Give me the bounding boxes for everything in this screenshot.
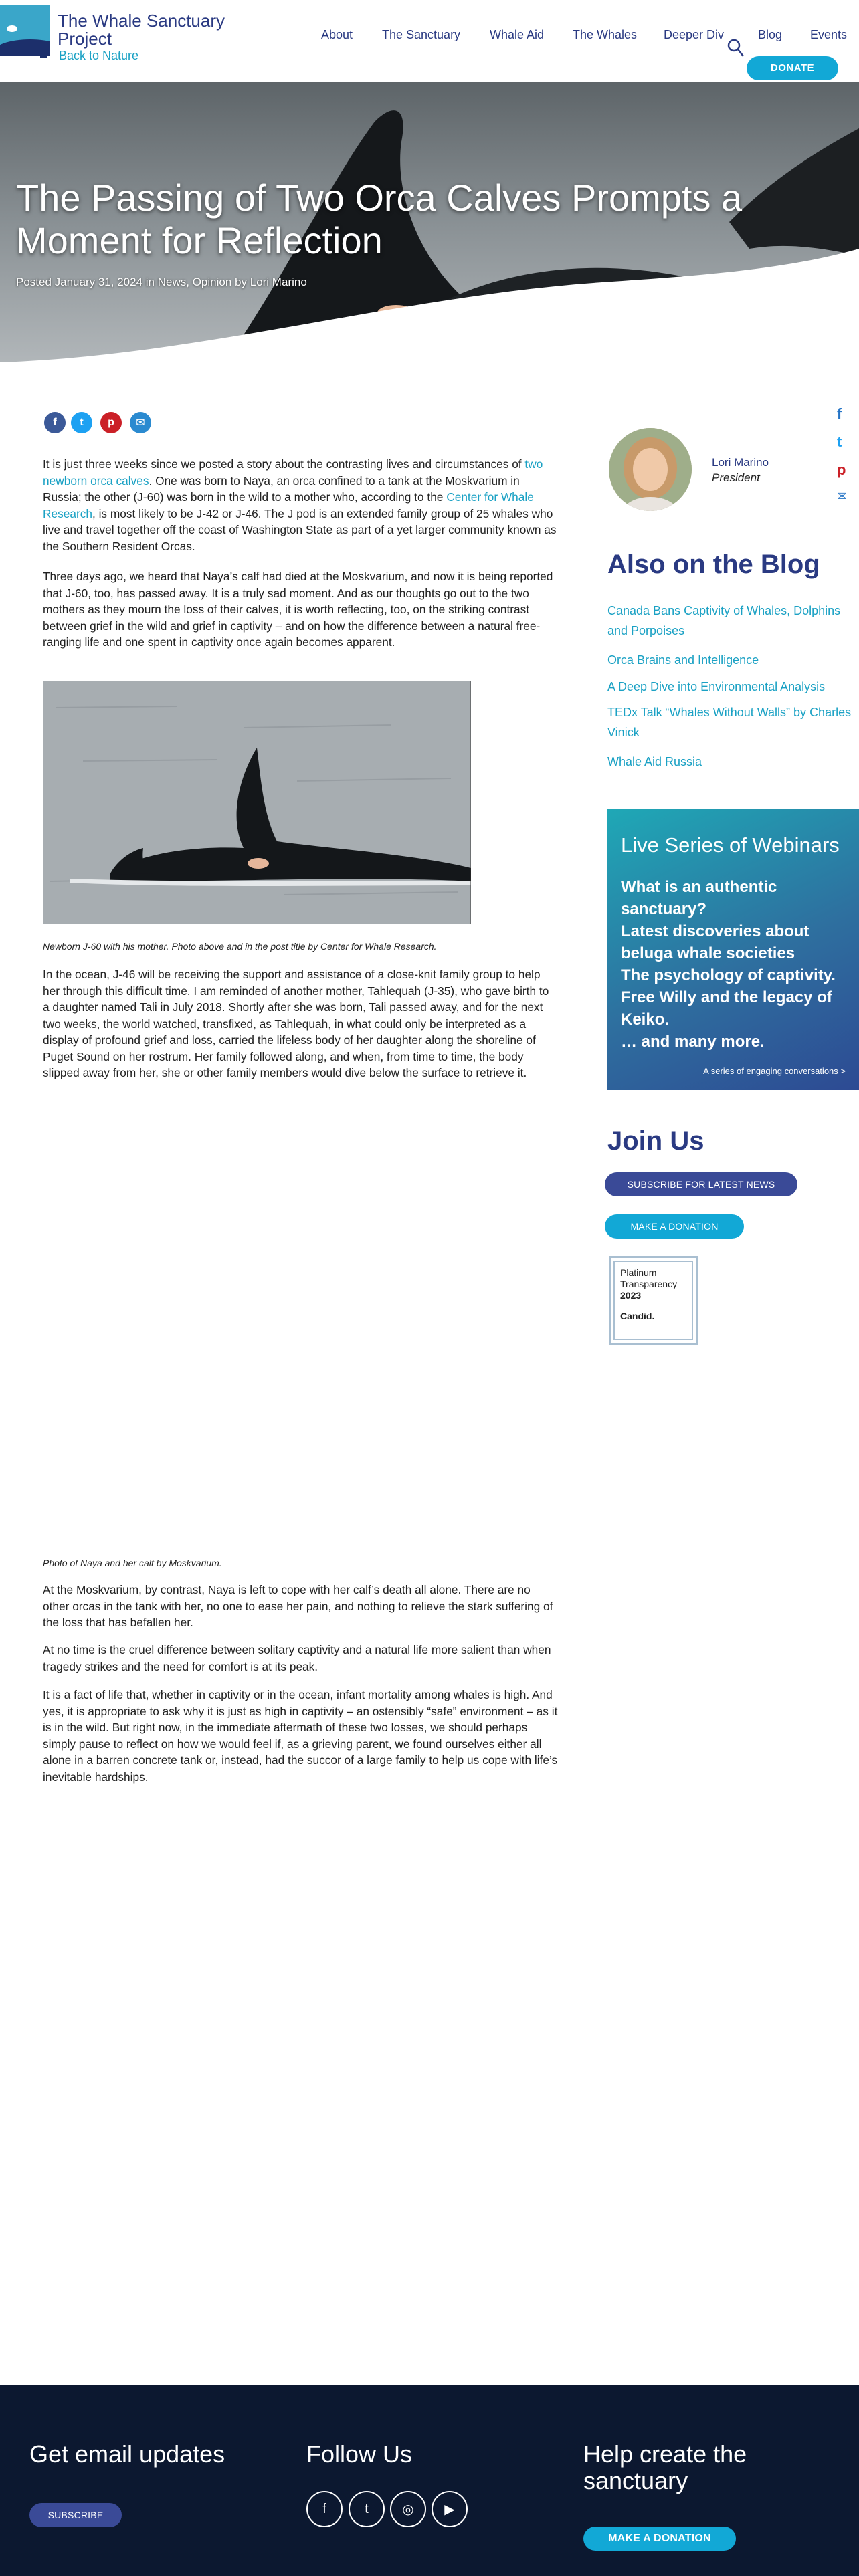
article-paragraph: Three days ago, we heard that Naya’s calf had died at the Moskvarium, and now it is being reported that J-60, too, has passed away. It is a truly sad moment. And as our thoughts go out to the two mothers as they mourn the loss of their calves, it is worth reflecting, too, on the striking contrast between grief in the wild and grief in captivity – and on how the difference between a natural free-ranging life and one spent in captivity once again becomes apparent. [43,570,553,649]
footer-twitter-icon[interactable]: t [349,2491,385,2527]
blog-link[interactable]: TEDx Talk “Whales Without Walls” by Charles Vinick [607,706,852,739]
share-email-icon[interactable]: ✉ [130,412,151,433]
footer-follow-heading: Follow Us [306,2440,413,2468]
footer-help-heading: Help create the sanctuary [583,2440,747,2494]
nav-events[interactable]: Events [810,28,848,41]
candid-line1: Platinum [620,1267,657,1278]
candid-line2: Transparency [620,1279,678,1289]
share-twitter-icon[interactable]: t [71,412,92,433]
search-icon[interactable] [727,39,745,58]
nav-the-sanctuary[interactable]: The Sanctuary [382,28,461,41]
webinar-topic: The psychology of captivity. [621,966,836,984]
author-role: President [712,471,760,484]
footer-facebook-icon[interactable]: f [306,2491,343,2527]
photo-caption: Photo of Naya and her calf by Moskvarium. [43,1558,222,1568]
also-on-blog-heading: Also on the Blog [607,550,820,579]
nav-about[interactable]: About [321,28,353,41]
link-two-newborn-orca-calves[interactable]: two newborn orca calves [43,457,543,488]
candid-brand: Candid. [620,1311,655,1321]
post-categories[interactable]: News, Opinion [157,276,232,288]
post-meta-by: by [235,276,247,288]
site-header [0,0,859,82]
blog-link[interactable]: A Deep Dive into Environmental Analysis [607,680,826,693]
webinar-topics [621,876,848,1053]
logo-whale-icon [7,25,17,32]
candid-seal[interactable] [609,1256,698,1345]
blog-link[interactable]: Orca Brains and Intelligence [607,653,759,667]
article-paragraph: At no time is the cruel difference between solitary captivity and a natural life more salient than when tragedy strikes and the need for comfort is at its peak. [43,1643,551,1673]
webinar-topic: Latest discoveries about beluga whale societies [621,922,809,962]
photo-caption: Newborn J-60 with his mother. Photo above and in the post title by Center for Whale Research. [43,941,437,952]
orca-photo [43,681,471,924]
post-meta [16,276,307,289]
footer-instagram-icon[interactable]: ◎ [390,2491,426,2527]
webinar-footer-link[interactable]: A series of engaging conversations > [703,1066,846,1076]
nav-blog[interactable]: Blog [758,28,783,41]
site-logo[interactable] [0,5,50,56]
author-name[interactable]: Lori Marino [712,456,769,469]
brand-tagline: Back to Nature [59,49,139,62]
nav-the-whales[interactable]: The Whales [573,28,638,41]
candid-year: 2023 [620,1290,642,1301]
article-paragraph: At the Moskvarium, by contrast, Naya is left to cope with her calf’s death all alone. There are no other orcas in the tank with her, no one to ease her pain, and nothing to relieve the stark suffering of the loss that has befallen her. [43,1583,553,1629]
footer-subscribe-button[interactable]: SUBSCRIBE [29,2503,122,2527]
blog-link[interactable]: Whale Aid Russia [607,755,702,768]
author-portrait [609,428,692,511]
make-donation-button[interactable]: MAKE A DONATION [605,1214,744,1239]
blog-link[interactable]: Canada Bans Captivity of Whales, Dolphins and Porpoises [607,604,841,637]
page-title: The Passing of Two Orca Calves Prompts a Moment for Reflection [16,177,743,261]
article-paragraph: In the ocean, J-46 will be receiving the support and assistance of a close-knit family group to help her through this difficult time. I am reminded of another mother, Tahlequah (J-35), who gave birth to a daughter named Tali in July 2018. Shortly after she was born, Tali passed away, and for the next two weeks, the world watched, transfixed, as Tahlequah, in what could only be interpreted as a display of profound grief and loss, carried the lifeless body of her daughter along the shoreline of Puget Sound on her rostrum. Her family followed along, and when, from time to time, the body slipped away from her, she or other family members would dive below the surface to retrieve it. [43,968,549,1079]
floating-facebook-icon[interactable]: f [837,405,842,422]
brand-title[interactable]: The Whale Sanctuary Project [58,11,225,49]
webinar-topic: What is an authentic sanctuary? [621,878,777,918]
share-pinterest-icon[interactable]: p [100,412,122,433]
join-us-heading: Join Us [607,1126,704,1156]
footer-email-heading: Get email updates [29,2440,225,2468]
webinar-topic: … and many more. [621,1033,765,1051]
subscribe-news-button[interactable]: SUBSCRIBE FOR LATEST NEWS [605,1172,797,1196]
hero-banner [0,82,859,369]
post-meta-in: in [145,276,155,288]
floating-email-icon[interactable]: ✉ [837,490,848,503]
donate-button[interactable]: DONATE [747,56,838,80]
link-center-for-whale-research[interactable]: Center for Whale Research [43,490,534,520]
footer-donation-button[interactable]: MAKE A DONATION [583,2527,736,2551]
post-date: Posted January 31, 2024 [16,276,143,288]
nav-deeper-dive[interactable]: Deeper Div [664,28,725,41]
footer-youtube-icon[interactable]: ▶ [432,2491,468,2527]
post-author-link[interactable]: Lori Marino [250,276,307,288]
author-avatar[interactable] [609,428,692,511]
webinar-topic: Free Willy and the legacy of Keiko. [621,988,832,1029]
webinar-promo-card[interactable] [607,809,859,1090]
webinar-title: Live Series of Webinars [621,833,840,857]
logo-mark [40,56,47,58]
nav-whale-aid[interactable]: Whale Aid [490,28,545,41]
article-paragraph: It is a fact of life that, whether in captivity or in the ocean, infant mortality among whales is high. And yes, it is appropriate to ask why it is just as high in captivity – an ostensibly “safe” environment – as it is in the wild. But right now, in the immediate aftermath of these two losses, we should perhaps simply pause to reflect on how we would feel if, as a grieving parent, we found ourselves either all alone in a barren concrete tank or, instead, had the succor of a large family to help us cope with life’s inevitable hardships. [43,1688,558,1784]
logo-tail-icon [0,39,50,56]
naya-photo-placeholder [43,1123,471,1551]
floating-pinterest-icon[interactable]: p [837,461,846,478]
share-facebook-icon[interactable]: f [44,412,66,433]
floating-twitter-icon[interactable]: t [837,433,842,450]
article-paragraph: It is just three weeks since we posted a story about the contrasting lives and circumstances of two newborn orca calves. One was born to Naya, an orca confined to a tank at the Moskvarium in Russia; the other (J-60) was born in the wild to a mother who, according to the Center for Whale Research, is most likely to be J-42 or J-46. The J pod is an extended family group of 25 whales who live and travel together off the coast of Washington State as part of a yet larger community known as the Southern Resident Orcas. [43,457,557,553]
